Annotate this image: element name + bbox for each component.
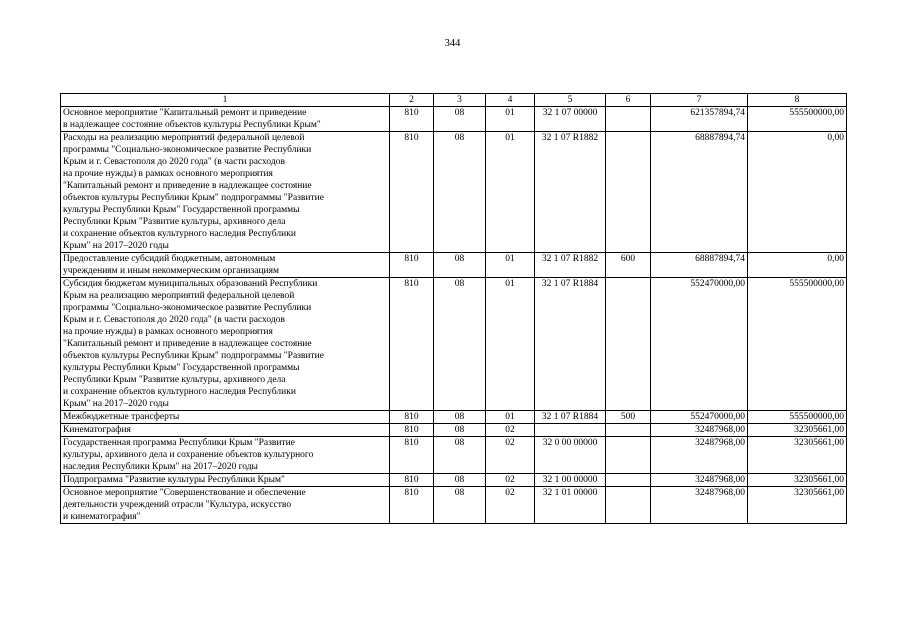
- table-row: [61, 411, 847, 424]
- subsection-code-cell: 02: [486, 424, 535, 437]
- amount-cell: 32305661,00: [748, 424, 847, 437]
- expense-type-cell: [606, 487, 651, 524]
- row-name-cell: Государственная программа Республики Крым "Развитие культуры, архивного дела и сохранение объектов культурного наследия Республики Крым" на 2017–2020 годы: [61, 437, 390, 474]
- table-row: [61, 424, 847, 437]
- expense-type-cell: [606, 424, 651, 437]
- section-code-cell: 08: [434, 253, 486, 278]
- row-name-cell: Кинематография: [61, 424, 390, 437]
- row-name-cell: Межбюджетные трансферты: [61, 411, 390, 424]
- expense-type-cell: 600: [606, 253, 651, 278]
- target-article-cell: 32 1 07 00000: [535, 107, 606, 132]
- code-grbs-cell: 810: [390, 253, 434, 278]
- row-name-cell: Предоставление субсидий бюджетным, автономным учреждениям и иным некоммерческим организациям: [61, 253, 390, 278]
- amount-cell: 32487968,00: [651, 474, 748, 487]
- section-code-cell: 08: [434, 411, 486, 424]
- section-code-cell: 08: [434, 474, 486, 487]
- code-grbs-cell: 810: [390, 132, 434, 253]
- section-code-cell: 08: [434, 278, 486, 411]
- amount-cell: 32305661,00: [748, 474, 847, 487]
- column-header: 7: [651, 94, 748, 107]
- code-grbs-cell: 810: [390, 278, 434, 411]
- table-row: [61, 107, 847, 132]
- code-grbs-cell: 810: [390, 107, 434, 132]
- amount-cell: 555500000,00: [748, 411, 847, 424]
- expense-type-cell: [606, 107, 651, 132]
- section-code-cell: 08: [434, 437, 486, 474]
- section-code-cell: 08: [434, 487, 486, 524]
- table-row: [61, 278, 847, 411]
- target-article-cell: 32 1 07 R1884: [535, 278, 606, 411]
- subsection-code-cell: 02: [486, 437, 535, 474]
- amount-cell: 32305661,00: [748, 437, 847, 474]
- target-article-cell: 32 1 07 R1882: [535, 132, 606, 253]
- amount-cell: 0,00: [748, 253, 847, 278]
- subsection-code-cell: 01: [486, 278, 535, 411]
- column-header: 3: [434, 94, 486, 107]
- amount-cell: 552470000,00: [651, 411, 748, 424]
- code-grbs-cell: 810: [390, 487, 434, 524]
- section-code-cell: 08: [434, 107, 486, 132]
- amount-cell: 68887894,74: [651, 253, 748, 278]
- amount-cell: 621357894,74: [651, 107, 748, 132]
- table-row: [61, 487, 847, 524]
- expense-type-cell: [606, 474, 651, 487]
- row-name-cell: Расходы на реализацию мероприятий федеральной целевой программы "Социально-экономическое развитие Республики Крым и г. Севастополя до 2020 года" (в части расходов на прочие нужды) в рамках основного мероприятия "Капитальный ремонт и приведение в надлежащее состояние объектов культуры Республики Крым" подпрограммы "Развитие культуры Республики Крым" Государственной программы Республики Крым "Развитие культуры, архивного дела и сохранение объектов культурного наследия Республики Крым" на 2017–2020 годы: [61, 132, 390, 253]
- expense-type-cell: [606, 132, 651, 253]
- amount-cell: 555500000,00: [748, 107, 847, 132]
- target-article-cell: 32 1 07 R1882: [535, 253, 606, 278]
- table-row: [61, 253, 847, 278]
- target-article-cell: 32 1 01 00000: [535, 487, 606, 524]
- subsection-code-cell: 01: [486, 107, 535, 132]
- header-row: [61, 94, 847, 107]
- target-article-cell: 32 0 00 00000: [535, 437, 606, 474]
- expense-type-cell: [606, 437, 651, 474]
- row-name-cell: Подпрограмма "Развитие культуры Республики Крым": [61, 474, 390, 487]
- column-header: 5: [535, 94, 606, 107]
- target-article-cell: [535, 424, 606, 437]
- subsection-code-cell: 01: [486, 132, 535, 253]
- amount-cell: 32487968,00: [651, 424, 748, 437]
- budget-table: [60, 93, 847, 524]
- table-row: [61, 474, 847, 487]
- subsection-code-cell: 01: [486, 253, 535, 278]
- subsection-code-cell: 01: [486, 411, 535, 424]
- code-grbs-cell: 810: [390, 437, 434, 474]
- code-grbs-cell: 810: [390, 411, 434, 424]
- table-row: [61, 132, 847, 253]
- amount-cell: 32487968,00: [651, 487, 748, 524]
- column-header: 2: [390, 94, 434, 107]
- column-header: 8: [748, 94, 847, 107]
- amount-cell: 0,00: [748, 132, 847, 253]
- target-article-cell: 32 1 00 00000: [535, 474, 606, 487]
- row-name-cell: Основное мероприятие "Капитальный ремонт и приведение в надлежащее состояние объектов культуры Республики Крым": [61, 107, 390, 132]
- column-header: 4: [486, 94, 535, 107]
- expense-type-cell: 500: [606, 411, 651, 424]
- column-header: 1: [61, 94, 390, 107]
- row-name-cell: Основное мероприятие "Совершенствование и обеспечение деятельности учреждений отрасли "Культура, искусство и кинематография": [61, 487, 390, 524]
- expense-type-cell: [606, 278, 651, 411]
- amount-cell: 555500000,00: [748, 278, 847, 411]
- amount-cell: 32305661,00: [748, 487, 847, 524]
- amount-cell: 552470000,00: [651, 278, 748, 411]
- amount-cell: 68887894,74: [651, 132, 748, 253]
- column-header: 6: [606, 94, 651, 107]
- target-article-cell: 32 1 07 R1884: [535, 411, 606, 424]
- code-grbs-cell: 810: [390, 474, 434, 487]
- row-name-cell: Субсидия бюджетам муниципальных образований Республики Крым на реализацию мероприятий федеральной целевой программы "Социально-экономическое развитие Республики Крым и г. Севастополя до 2020 года" (в части расходов на прочие нужды) в рамках основного мероприятия "Капитальный ремонт и приведение в надлежащее состояние объектов культуры Республики Крым" подпрограммы "Развитие культуры Республики Крым" Государственной программы Республики Крым "Развитие культуры, архивного дела и сохранение объектов культурного наследия Республики Крым" на 2017–2020 годы: [61, 278, 390, 411]
- code-grbs-cell: 810: [390, 424, 434, 437]
- table-body: [61, 107, 847, 524]
- subsection-code-cell: 02: [486, 487, 535, 524]
- table-row: [61, 437, 847, 474]
- subsection-code-cell: 02: [486, 474, 535, 487]
- page-number: 344: [444, 38, 461, 49]
- amount-cell: 32487968,00: [651, 437, 748, 474]
- section-code-cell: 08: [434, 132, 486, 253]
- section-code-cell: 08: [434, 424, 486, 437]
